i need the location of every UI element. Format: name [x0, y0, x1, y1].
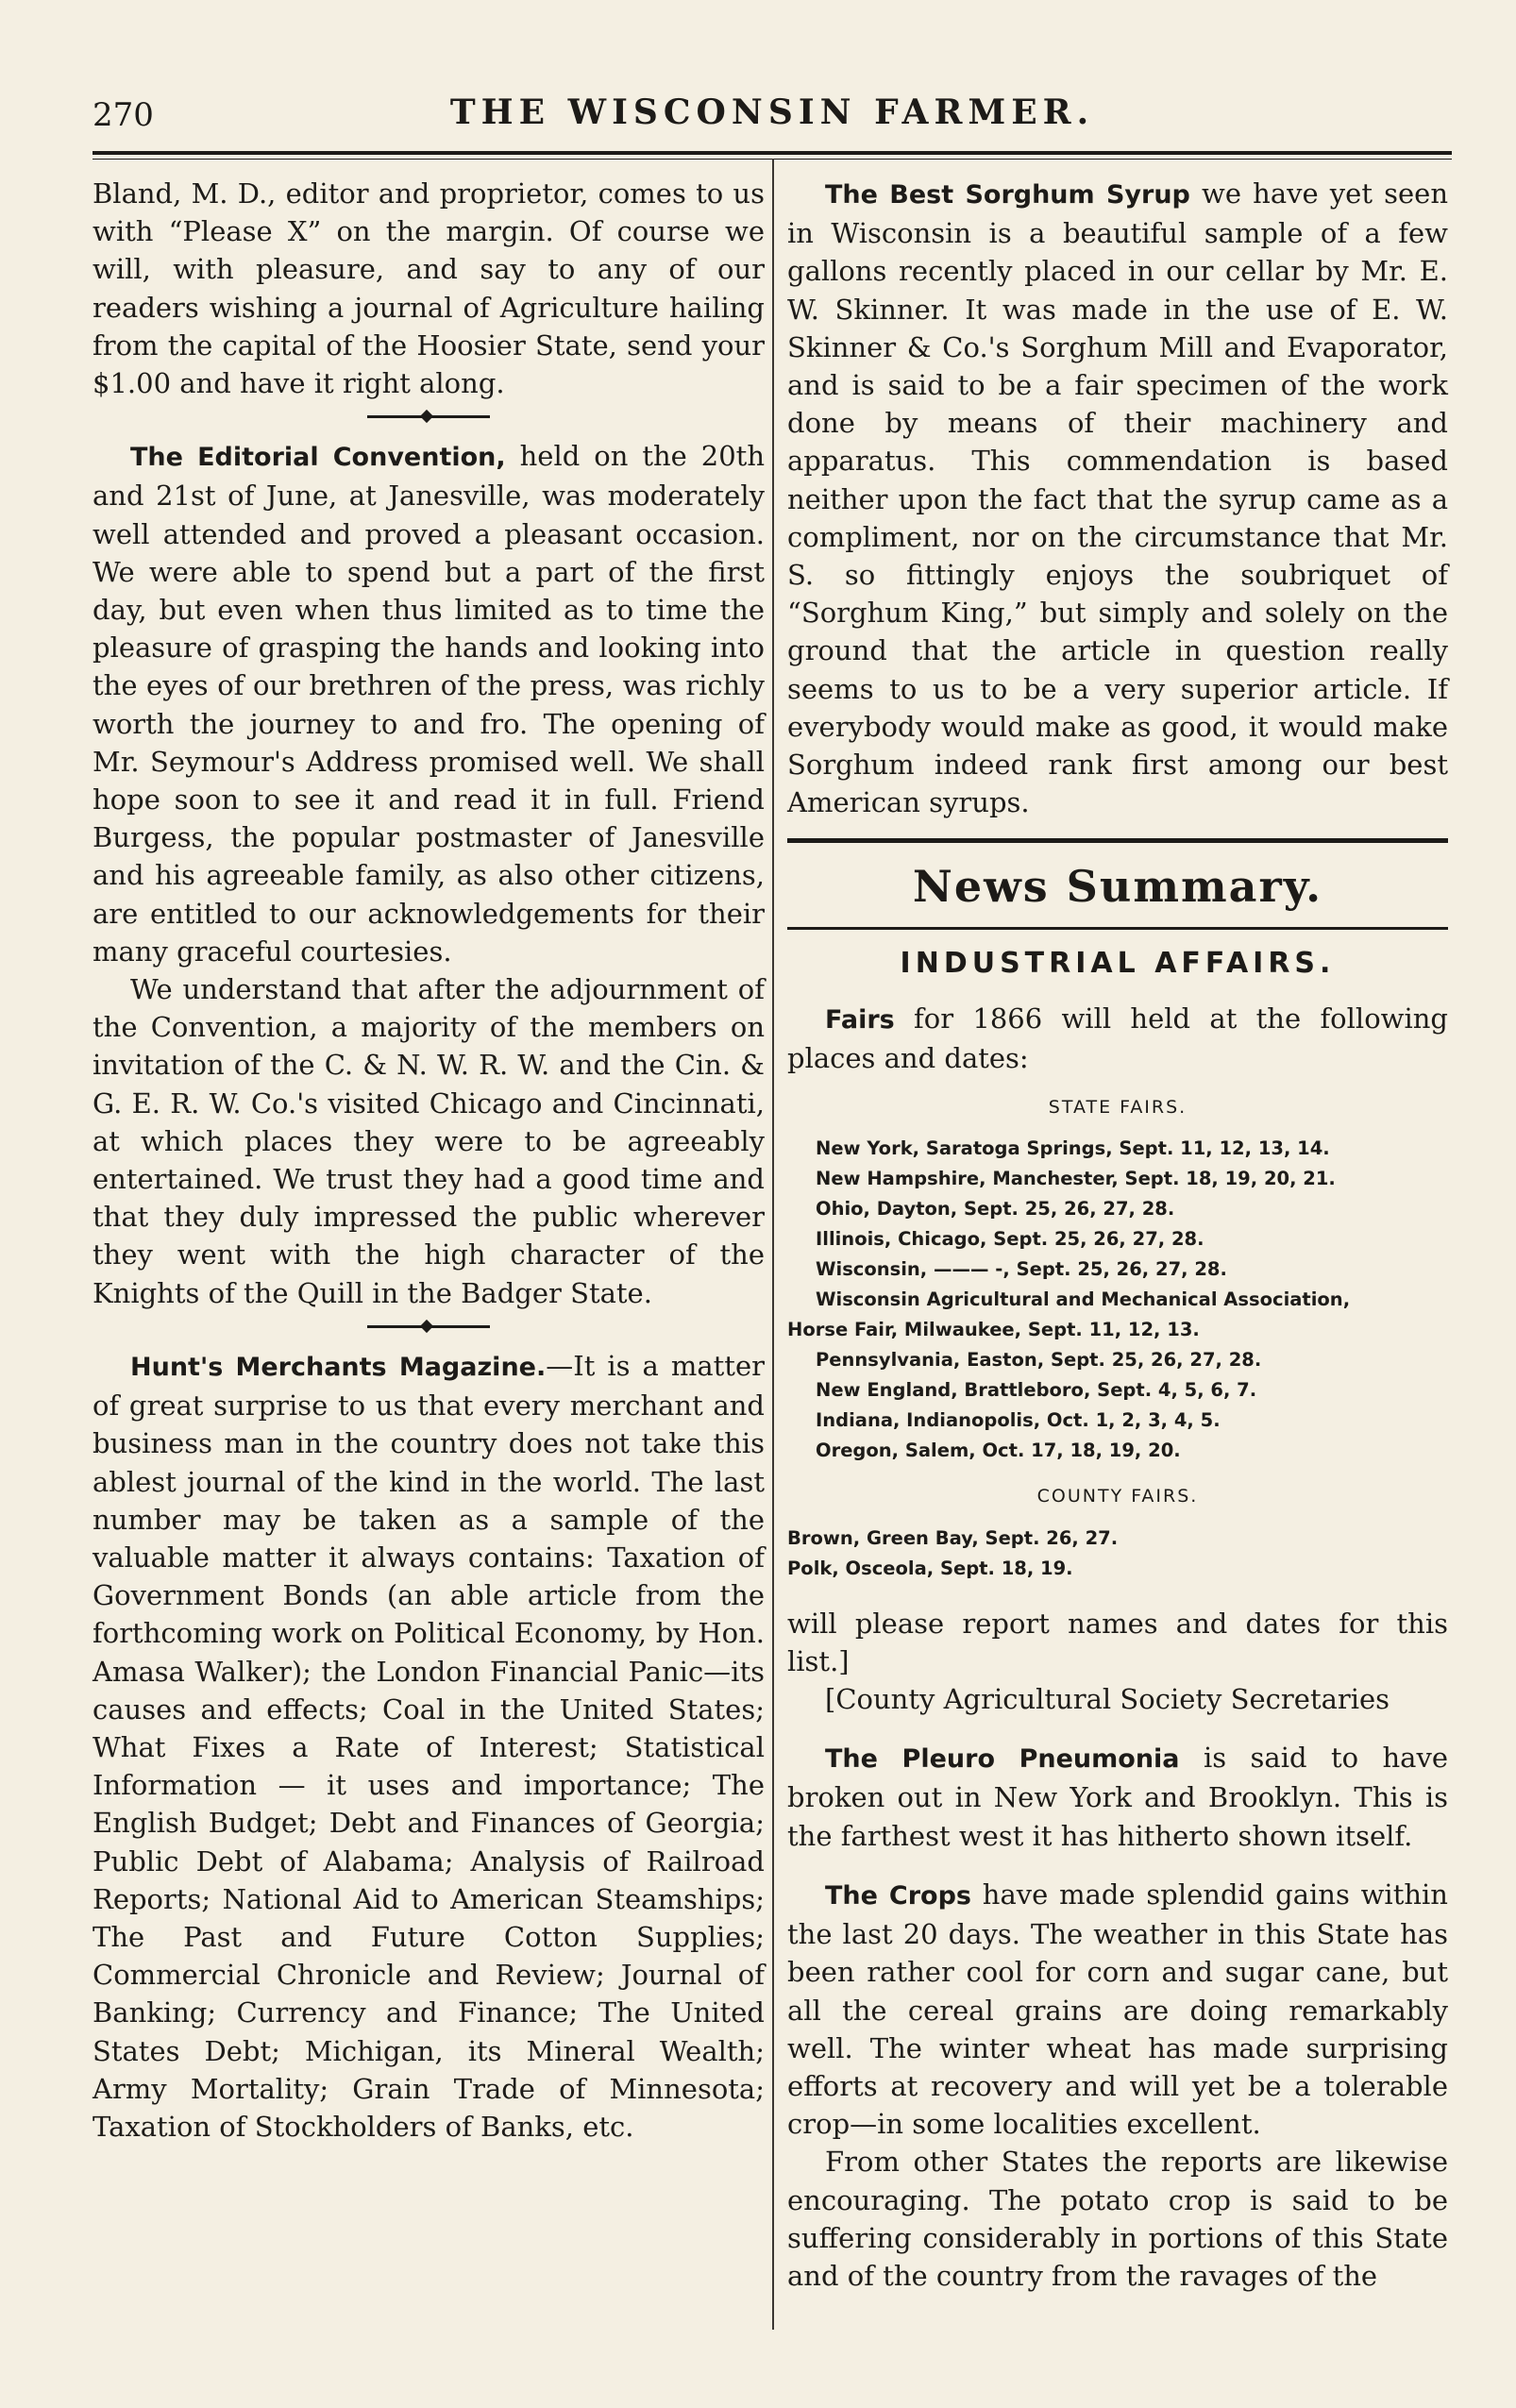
article-heading: Hunt's Merchants Magazine. — [130, 1352, 547, 1382]
article-hunts-magazine — [93, 1347, 765, 2146]
separator-ornament — [367, 1325, 490, 1328]
list-item: New Hampshire, Manchester, Sept. 18, 19, 20, 21. — [816, 1168, 1336, 1190]
article-crops — [787, 1876, 1448, 2143]
page-number: 270 — [93, 96, 154, 134]
list-item: Pennsylvania, Easton, Sept. 25, 26, 27, 28. — [816, 1349, 1262, 1372]
article-body: —It is a matter of great surprise to us that every merchant and business man in the country does not take this ablest journal of the kind in the world. The last number may be taken as a sample of the valuable matter it always contains: Taxation of Government Bonds (an able article from the forthcoming work on Political Economy, by Hon. Amasa Walker); the London Financial Panic—its causes and effects; Coal in the United States; What Fixes a Rate of Interest; Statistical Information — it uses and importance; The English Budget; Debt and Finances of Georgia; Public Debt of Alabama; Analysis of Railroad Reports; National Aid to American Steamships; The Past and Future Cotton Supplies; Commercial Chronicle and Review; Journal of Banking; Currency and Finance; The United States Debt; Michigan, its Mineral Wealth; Army Mortality; Grain Trade of Minnesota; Taxation of Stockholders of Banks, etc. — [93, 1349, 765, 2143]
list-item: Oregon, Salem, Oct. 17, 18, 19, 20. — [816, 1440, 1181, 1462]
separator-ornament — [367, 415, 490, 418]
page-header — [93, 93, 1452, 140]
list-item: Wisconsin Agricultural and Mechanical Association, — [816, 1288, 1351, 1311]
list-item: New York, Saratoga Springs, Sept. 11, 12, 13, 14. — [816, 1137, 1330, 1160]
header-rule — [93, 151, 1452, 155]
article-body: is said to have broken out in New York and Brooklyn. This is the farthest west it has hitherto shown itself. — [787, 1742, 1448, 1852]
article-continuation: Bland, M. D., editor and proprietor, comes to us with “Please X” on the margin. Of course we will, with pleasure, and say to any of our readers wishing a journal of Agriculture hailing from the capital of the Hoosier State, send your $1.00 and have it right along. — [93, 177, 765, 400]
article-body: have made splendid gains within the last 20 days. The weather in this State has been rather cool for corn and sugar cane, but all the cereal grains are doing remarkably well. The winter wheat has made surprising efforts at recovery and will yet be a tolerable crop—in some localities excellent. — [787, 1878, 1448, 2141]
list-item: New England, Brattleboro, Sept. 4, 5, 6, 7. — [816, 1379, 1257, 1402]
list-item: Indiana, Indianopolis, Oct. 1, 2, 3, 4, 5. — [816, 1409, 1221, 1432]
county-fairs-list — [787, 1524, 1448, 1584]
article-editorial-convention — [93, 437, 765, 970]
state-fairs-list — [787, 1134, 1448, 1466]
fairs-intro — [787, 1000, 1448, 1077]
list-item: Wisconsin, ——— -, Sept. 25, 26, 27, 28. — [816, 1258, 1227, 1281]
section-rule — [787, 838, 1448, 843]
article-body: for 1866 will held at the following places and dates: — [787, 1002, 1448, 1075]
list-item: Ohio, Dayton, Sept. 25, 26, 27, 28. — [816, 1198, 1175, 1221]
industrial-affairs-heading: INDUSTRIAL AFFAIRS. — [900, 946, 1336, 980]
article-pleuro-pneumonia — [787, 1739, 1448, 1855]
news-summary-title: News Summary. — [912, 861, 1323, 913]
article-paragraph: From other States the reports are likewise encouraging. The potato crop is said to be suffering considerably in portions of this State and of the country from the ravages of the — [787, 2146, 1448, 2292]
report-note-line: will please report names and dates for this list.] — [787, 1607, 1448, 1677]
article-heading: The Pleuro Pneumonia — [825, 1744, 1180, 1775]
article-heading: The Crops — [825, 1880, 971, 1911]
spacer — [787, 1584, 1448, 1605]
article-body: we have yet seen in Wisconsin is a beautiful sample of a few gallons recently placed in our cellar by Mr. E. W. Skinner. It was made in the use of E. W. Skinner & Co.'s Sorghum Mill and Evaporator, and is said to be a fair specimen of the work done by means of their machinery and apparatus. This commendation is based neither upon the fact that the syrup came as a compliment, nor on the circumstance that Mr. S. so fittingly enjoys the soubriquet of “Sorghum King,” but simply and solely on the ground that the article in question really seems to us to be a very superior article. If everybody would make as good, it would make Sorghum indeed rank first among our best American syrups. — [787, 177, 1448, 819]
list-item: Horse Fair, Milwaukee, Sept. 11, 12, 13. — [787, 1319, 1200, 1341]
county-fairs-heading: COUNTY FAIRS. — [1036, 1486, 1199, 1507]
report-note-line: [County Agricultural Society Secretaries — [825, 1683, 1390, 1716]
article-body: held on the 20th and 21st of June, at Janesville, was moderately well attended and proved a pleasant occasion. We were able to spend but a part of the first day, but even when thus limited as to time the pleasure of grasping the hands and looking into the eyes of our brethren of the press, was richly worth the journey to and fro. The opening of Mr. Seymour's Address promised well. We shall hope soon to see it and read it in full. Friend Burgess, the popular postmaster of Janesville and his agreeable family, as also other citizens, are entitled to our acknowledgements for their many graceful courtesies. — [93, 440, 765, 968]
state-fairs-heading: STATE FAIRS. — [1048, 1097, 1188, 1119]
article-sorghum-syrup — [787, 175, 1448, 821]
list-item: Polk, Osceola, Sept. 18, 19. — [787, 1557, 1073, 1579]
spacer — [787, 1718, 1448, 1739]
article-paragraph: We understand that after the adjournment of the Convention, a majority of the members on invitation of the C. & N. W. R. W. and the Cin. & G. E. R. W. Co.'s visited Chicago and Cincinnati, at which places they were to be agreeably entertained. We trust they had a good time and that they duly impressed the public wherever they went with the high character of the Knights of the Quill in the Badger State. — [93, 973, 765, 1309]
list-item: Illinois, Chicago, Sept. 25, 26, 27, 28. — [816, 1228, 1204, 1251]
right-column — [787, 175, 1448, 2295]
list-item: Brown, Green Bay, Sept. 26, 27. — [787, 1526, 1119, 1549]
article-heading: The Editorial Convention, — [130, 443, 506, 473]
left-column — [93, 175, 765, 2146]
spacer — [787, 1855, 1448, 1876]
column-divider — [772, 159, 774, 2330]
article-heading: Fairs — [825, 1004, 895, 1035]
journal-title: THE WISCONSIN FARMER. — [449, 93, 1095, 132]
article-heading: The Best Sorghum Syrup — [825, 180, 1190, 210]
section-rule — [787, 927, 1448, 930]
